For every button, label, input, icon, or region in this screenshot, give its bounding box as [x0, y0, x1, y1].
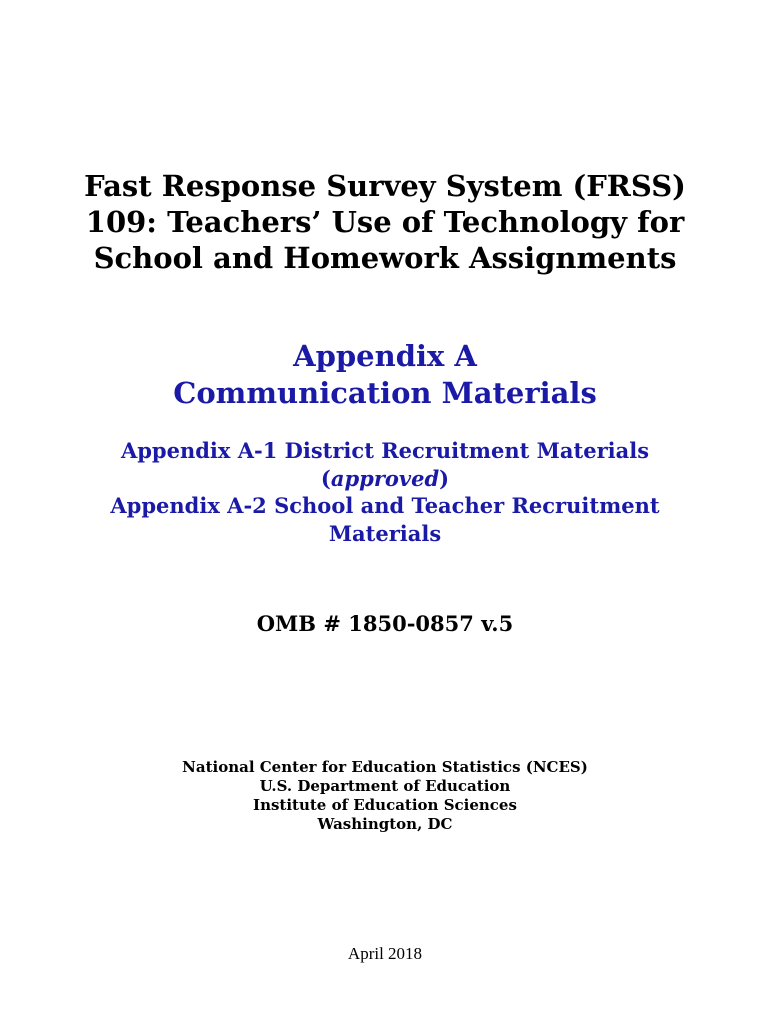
appendix-a1-open-paren: ( — [320, 465, 331, 491]
appendix-subsections — [0, 437, 770, 547]
title-line-1: Fast Response Survey System (FRSS) — [84, 169, 686, 203]
appendix-heading — [0, 338, 770, 412]
document-title — [0, 168, 770, 276]
appendix-a1-approved: approved — [330, 465, 440, 491]
appendix-a2-line-1: Appendix A-2 School and Teacher Recruitment — [110, 493, 660, 518]
title-line-2: 109: Teachers’ Use of Technology for — [85, 205, 685, 239]
appendix-a1-close-paren: ) — [439, 465, 450, 491]
appendix-a1-status — [0, 465, 770, 493]
agency-line-4: Washington, DC — [317, 815, 453, 833]
appendix-a2-line-2: Materials — [328, 520, 442, 546]
title-line-3: School and Homework Assignments — [93, 241, 677, 275]
appendix-a1-line-1: Appendix A-1 District Recruitment Materials — [120, 438, 650, 463]
agency-line-3: Institute of Education Sciences — [253, 796, 517, 814]
document-date: April 2018 — [347, 944, 423, 963]
agency-line-2: U.S. Department of Education — [259, 777, 511, 795]
agency-block — [0, 758, 770, 834]
appendix-heading-line-1: Appendix A — [293, 339, 477, 373]
appendix-heading-line-2: Communication Materials — [173, 376, 597, 410]
agency-line-1: National Center for Education Statistics (NCES) — [182, 758, 588, 776]
omb-number: OMB # 1850-0857 v.5 — [256, 611, 514, 636]
